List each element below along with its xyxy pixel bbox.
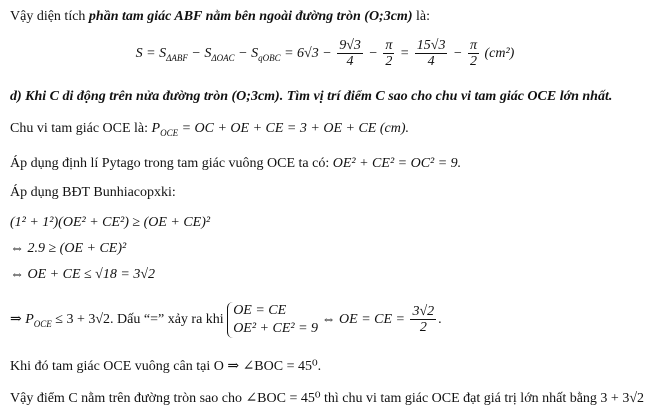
area-minus-1: − S: [187, 46, 212, 61]
frac-num: π: [469, 38, 477, 54]
perimeter-prefix: Chu vi tam giác OCE là:: [10, 121, 152, 136]
fraction-3sqrt2-2: [410, 304, 436, 335]
frac-num: 3√2: [412, 304, 435, 320]
intro-suffix: là:: [412, 9, 430, 24]
fraction-9sqrt3-4: [337, 38, 363, 69]
perimeter-sub: OCE: [160, 127, 179, 138]
equality-result: ⇔ OE = CE =: [318, 312, 409, 327]
text-line-isosceles: Khi đó tam giác OCE vuông cân tại O ⇒ ∠BOC = 45⁰.: [10, 359, 322, 374]
fraction-pi-2: [383, 38, 394, 69]
area-sub-abf: ΔABF: [166, 52, 188, 63]
system-eq-1: OE = CE: [233, 302, 287, 318]
area-unit: (cm²): [480, 46, 515, 61]
equality-middle: ≤ 3 + 3√2. Dấu “=” xảy ra khi: [51, 312, 228, 327]
frac-den: 2: [419, 320, 427, 336]
area-minus-3: −: [364, 46, 382, 61]
equation-system: [227, 302, 318, 338]
area-minus-2: − S: [234, 46, 259, 61]
frac-den: 2: [385, 54, 393, 70]
perimeter-formula: [152, 121, 409, 136]
text-line-perimeter: [10, 120, 409, 142]
area-minus-4: −: [449, 46, 466, 61]
frac-den: 4: [346, 54, 354, 70]
inequality-line-3: ⇔ OE + CE ≤ √18 = 3√2: [10, 267, 155, 282]
text-line-pythagoras: [10, 155, 461, 173]
frac-den: 4: [427, 54, 435, 70]
perimeter-rest: = OC + OE + CE = 3 + OE + CE (cm).: [178, 121, 409, 136]
intro-bold: phần tam giác ABF nằm bên ngoài đường tròn (O;3cm): [88, 9, 413, 24]
formula-area: [0, 36, 650, 72]
frac-num: π: [385, 38, 393, 54]
fraction-pi-2-b: [468, 38, 479, 69]
pythagoras-formula: OE² + CE² = OC² = 9.: [332, 156, 462, 171]
question-d: d) Khi C di động trên nửa đường tròn (O;3cm). Tìm vị trí điểm C sao cho chu vi tam giác OCE lớn nhất.: [10, 89, 613, 104]
frac-den: 2: [469, 54, 477, 70]
fraction-15sqrt3-4: [415, 38, 448, 69]
text-line-equality: [10, 300, 442, 340]
area-lhs: S = S: [135, 46, 167, 61]
equality-p: ⇒ P: [10, 312, 34, 327]
pythagoras-prefix: Áp dụng định lí Pytago trong tam giác vuông OCE ta có:: [10, 156, 333, 171]
inequality-line-1: (1² + 1²)(OE² + CE²) ≥ (OE + CE)²: [10, 215, 211, 230]
area-sub-oac: ΔOAC: [211, 52, 235, 63]
equality-period: .: [438, 312, 442, 327]
area-eq-2: =: [396, 46, 413, 61]
text-line-conclusion: Vậy điểm C nằm trên đường tròn sao cho ∠BOC = 45⁰ thì chu vi tam giác OCE đạt giá trị lớn nhất bằng 3 + 3√2: [10, 391, 644, 406]
perimeter-p: P: [151, 121, 161, 136]
intro-prefix: Vậy diện tích: [10, 9, 89, 24]
area-sub-obc: qOBC: [258, 52, 281, 63]
text-line-area-intro: [10, 8, 430, 26]
area-eq: = 6√3 −: [280, 46, 336, 61]
frac-num: 15√3: [416, 38, 446, 54]
inequality-line-2: ⇔ 2.9 ≥ (OE + CE)²: [10, 241, 127, 256]
frac-num: 9√3: [339, 38, 361, 54]
system-eq-2: OE² + CE² = 9: [233, 320, 319, 336]
equality-sub: OCE: [33, 318, 52, 329]
text-line-bunhiacopxki: Áp dụng BĐT Bunhiacopxki:: [10, 185, 176, 200]
